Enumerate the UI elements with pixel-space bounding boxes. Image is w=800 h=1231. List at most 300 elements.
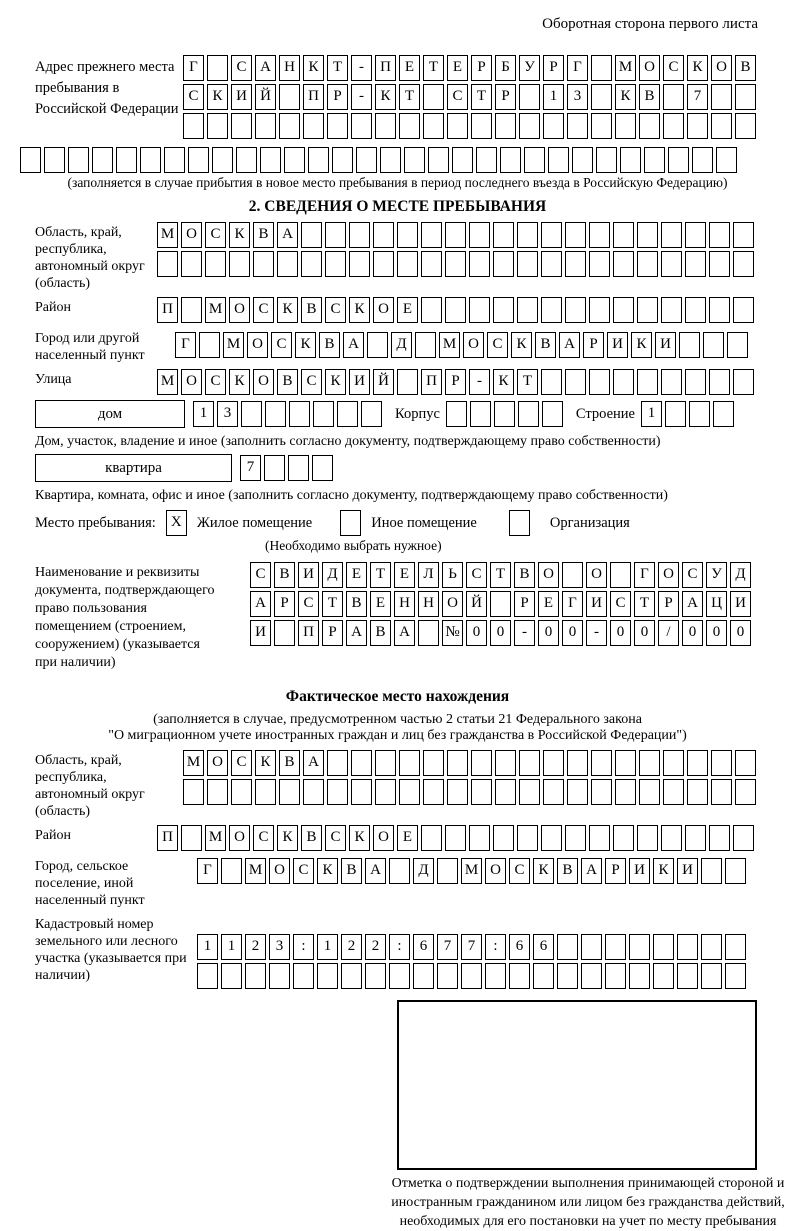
char-cell [20, 147, 41, 173]
char-cell: С [301, 369, 322, 395]
char-cell [181, 297, 202, 323]
char-cell: Р [514, 591, 535, 617]
char-cell [663, 779, 684, 805]
char-cell [711, 750, 732, 776]
char-cell [727, 332, 748, 358]
char-cell [663, 84, 684, 110]
char-cell [284, 147, 305, 173]
char-cell [231, 113, 252, 139]
char-cell: 0 [538, 620, 559, 646]
char-cell: Т [490, 562, 511, 588]
char-cell: К [229, 369, 250, 395]
field-region [35, 222, 760, 292]
char-cell: В [277, 369, 298, 395]
char-cell [567, 779, 588, 805]
char-cell: И [629, 858, 650, 884]
char-cell: М [205, 297, 226, 323]
char-cell [687, 113, 708, 139]
char-cell [341, 963, 362, 989]
char-cell: Л [418, 562, 439, 588]
char-cell: Т [322, 591, 343, 617]
char-cell: О [485, 858, 506, 884]
char-cell [325, 222, 346, 248]
actual-region-row-1 [183, 750, 759, 776]
actual-region-cell-rows [183, 750, 759, 808]
char-cell [519, 113, 540, 139]
char-cell [437, 963, 458, 989]
actual-location-note-2: "О миграционном учете иностранных граждан и лиц без гражданства в Российской Федерации") [108, 728, 687, 743]
char-cell [703, 332, 724, 358]
char-cell [565, 369, 586, 395]
char-cell [610, 562, 631, 588]
char-cell [493, 825, 514, 851]
char-cell [709, 369, 730, 395]
char-cell: Р [543, 55, 564, 81]
char-cell: Н [394, 591, 415, 617]
char-cell [735, 84, 756, 110]
char-cell: - [514, 620, 535, 646]
char-cell: 3 [217, 401, 238, 427]
char-cell [615, 113, 636, 139]
char-cell [518, 401, 539, 427]
char-cell: К [325, 369, 346, 395]
char-cell: 1 [317, 934, 338, 960]
char-cell [332, 147, 353, 173]
char-cell [637, 825, 658, 851]
char-cell [308, 147, 329, 173]
char-cell: С [447, 84, 468, 110]
char-cell [589, 369, 610, 395]
char-cell [692, 147, 713, 173]
char-cell: С [509, 858, 530, 884]
char-cell [565, 825, 586, 851]
prev-address-row-3 [183, 113, 759, 139]
char-cell: О [207, 750, 228, 776]
char-cell: В [279, 750, 300, 776]
char-cell: С [298, 591, 319, 617]
field-district [35, 297, 760, 323]
char-cell [517, 825, 538, 851]
char-cell [260, 147, 281, 173]
apartment-row [35, 454, 760, 482]
char-cell [349, 222, 370, 248]
char-cell [375, 779, 396, 805]
house-cells [193, 401, 385, 427]
char-cell: П [303, 84, 324, 110]
char-cell [543, 779, 564, 805]
char-cell [663, 750, 684, 776]
actual-district-row [157, 825, 757, 851]
char-cell [517, 222, 538, 248]
char-cell: Е [447, 55, 468, 81]
char-cell [494, 401, 515, 427]
char-cell: О [373, 825, 394, 851]
char-cell [476, 147, 497, 173]
char-cell [557, 934, 578, 960]
char-cell: К [631, 332, 652, 358]
char-cell: С [466, 562, 487, 588]
region-cell-rows [157, 222, 757, 280]
char-cell: Д [413, 858, 434, 884]
char-cell [687, 750, 708, 776]
char-cell: 0 [466, 620, 487, 646]
char-cell [375, 750, 396, 776]
prev-address-label: Адрес прежнего места пребывания в Российской Федерации [35, 59, 179, 117]
char-cell [605, 963, 626, 989]
document-cell-rows [225, 562, 754, 649]
char-cell: Й [466, 591, 487, 617]
char-cell [637, 222, 658, 248]
char-cell [351, 750, 372, 776]
char-cell: 7 [437, 934, 458, 960]
char-cell [615, 779, 636, 805]
char-cell: О [538, 562, 559, 588]
char-cell [519, 84, 540, 110]
char-cell [677, 963, 698, 989]
char-cell: О [181, 222, 202, 248]
char-cell: В [346, 591, 367, 617]
char-cell: К [229, 222, 250, 248]
char-cell [380, 147, 401, 173]
char-cell [735, 113, 756, 139]
char-cell: К [255, 750, 276, 776]
char-cell: Ь [442, 562, 463, 588]
char-cell: / [658, 620, 679, 646]
char-cell: Т [399, 84, 420, 110]
char-cell: О [639, 55, 660, 81]
char-cell [437, 858, 458, 884]
char-cell: С [487, 332, 508, 358]
char-cell: С [205, 222, 226, 248]
char-cell [637, 369, 658, 395]
char-cell [397, 251, 418, 277]
char-cell [709, 251, 730, 277]
char-cell: П [298, 620, 319, 646]
char-cell [663, 113, 684, 139]
region-label: Область, край, республика, автономный округ (область) [35, 225, 145, 291]
char-cell [421, 825, 442, 851]
char-cell: В [514, 562, 535, 588]
region-row-2 [157, 251, 757, 277]
char-cell: М [183, 750, 204, 776]
char-cell: М [245, 858, 266, 884]
char-cell [399, 779, 420, 805]
char-cell [471, 779, 492, 805]
char-cell [461, 963, 482, 989]
char-cell [445, 825, 466, 851]
char-cell [653, 934, 674, 960]
char-cell: В [274, 562, 295, 588]
char-cell [423, 113, 444, 139]
char-cell: Р [327, 84, 348, 110]
char-cell [541, 222, 562, 248]
char-cell [637, 297, 658, 323]
char-cell: С [271, 332, 292, 358]
char-cell: Н [279, 55, 300, 81]
char-cell: С [682, 562, 703, 588]
char-cell [471, 113, 492, 139]
char-cell [312, 455, 333, 481]
char-cell: В [735, 55, 756, 81]
char-cell [725, 934, 746, 960]
char-cell [613, 825, 634, 851]
char-cell: С [663, 55, 684, 81]
char-cell [685, 251, 706, 277]
char-cell: К [653, 858, 674, 884]
char-cell: Т [634, 591, 655, 617]
char-cell [197, 963, 218, 989]
char-cell [665, 401, 686, 427]
char-cell [92, 147, 113, 173]
char-cell: И [586, 591, 607, 617]
char-cell [183, 779, 204, 805]
char-cell [277, 251, 298, 277]
stamp-caption: Отметка о подтверждении выполнения принимающей стороной и иностранным гражданином или лицом без гражданства действий, необходимых для его постановки на учет по месту пребывания [391, 1176, 785, 1229]
char-cell [653, 963, 674, 989]
char-cell: С [231, 750, 252, 776]
field-street [35, 369, 760, 395]
char-cell: А [365, 858, 386, 884]
char-cell [421, 222, 442, 248]
char-cell: Д [391, 332, 412, 358]
actual-region-row-2 [183, 779, 759, 805]
char-cell [183, 113, 204, 139]
char-cell: А [303, 750, 324, 776]
char-cell: А [682, 591, 703, 617]
cadastral-label: Кадастровый номер земельного или лесного участка (указывается при наличии) [35, 917, 187, 983]
actual-location-note-1: (заполняется в случае, предусмотренном частью 2 статьи 21 Федерального закона [153, 712, 642, 727]
option-other-premises-label: Иное помещение [371, 514, 477, 531]
char-cell [519, 750, 540, 776]
char-cell: С [183, 84, 204, 110]
actual-location-title: Фактическое место нахождения [285, 688, 510, 705]
char-cell: К [349, 825, 370, 851]
char-cell [591, 84, 612, 110]
char-cell [733, 369, 754, 395]
char-cell: С [253, 297, 274, 323]
prev-address-row-2 [183, 84, 759, 110]
char-cell [542, 401, 563, 427]
char-cell [519, 779, 540, 805]
char-cell: У [519, 55, 540, 81]
char-cell: Д [322, 562, 343, 588]
char-cell [495, 750, 516, 776]
char-cell [733, 297, 754, 323]
char-cell: С [231, 55, 252, 81]
char-cell: 7 [240, 455, 261, 481]
char-cell [565, 222, 586, 248]
apartment-box: квартира [35, 454, 232, 482]
char-cell [495, 113, 516, 139]
char-cell [591, 55, 612, 81]
char-cell: : [485, 934, 506, 960]
field-prev-address [35, 55, 760, 142]
char-cell: 1 [221, 934, 242, 960]
char-cell: Е [346, 562, 367, 588]
char-cell [639, 779, 660, 805]
char-cell [447, 750, 468, 776]
char-cell [241, 401, 262, 427]
char-cell [639, 113, 660, 139]
char-cell [207, 55, 228, 81]
apartment-note: Квартира, комната, офис и иное (заполнить согласно документу, подтверждающему право собственности) [35, 488, 668, 503]
char-cell: В [319, 332, 340, 358]
char-cell [327, 750, 348, 776]
char-cell [361, 401, 382, 427]
char-cell [644, 147, 665, 173]
char-cell [207, 113, 228, 139]
street-row [157, 369, 757, 395]
char-cell [572, 147, 593, 173]
char-cell: 7 [461, 934, 482, 960]
char-cell: Р [605, 858, 626, 884]
char-cell: : [293, 934, 314, 960]
char-cell: И [298, 562, 319, 588]
char-cell [325, 251, 346, 277]
char-cell: К [511, 332, 532, 358]
field-actual-region [35, 750, 760, 820]
char-cell: Е [397, 825, 418, 851]
char-cell [725, 963, 746, 989]
char-cell: М [157, 222, 178, 248]
char-cell: А [559, 332, 580, 358]
char-cell [620, 147, 641, 173]
street-label: Улица [35, 372, 72, 387]
document-label: Наименование и реквизиты документа, подтверждающего право пользования помещением (строением, сооружением) (указывается при наличии) [35, 565, 215, 670]
char-cell [735, 750, 756, 776]
char-cell [541, 251, 562, 277]
char-cell [613, 251, 634, 277]
char-cell [365, 963, 386, 989]
char-cell: О [658, 562, 679, 588]
char-cell [255, 779, 276, 805]
char-cell [711, 84, 732, 110]
char-cell: 2 [245, 934, 266, 960]
char-cell [231, 779, 252, 805]
char-cell [255, 113, 276, 139]
char-cell [140, 147, 161, 173]
char-cell: С [325, 825, 346, 851]
char-cell: С [205, 369, 226, 395]
char-cell [301, 251, 322, 277]
char-cell: И [730, 591, 751, 617]
char-cell: 0 [682, 620, 703, 646]
city-row [175, 332, 751, 358]
field-actual-district [35, 825, 760, 851]
char-cell [337, 401, 358, 427]
char-cell [205, 251, 226, 277]
char-cell [661, 222, 682, 248]
char-cell: К [687, 55, 708, 81]
char-cell [327, 779, 348, 805]
char-cell [725, 858, 746, 884]
char-cell [735, 779, 756, 805]
document-row-2 [250, 591, 754, 617]
char-cell: 3 [269, 934, 290, 960]
char-cell: 1 [543, 84, 564, 110]
char-cell: О [229, 825, 250, 851]
char-cell: М [461, 858, 482, 884]
char-cell [661, 369, 682, 395]
char-cell: : [389, 934, 410, 960]
region-row-1 [157, 222, 757, 248]
char-cell [517, 297, 538, 323]
char-cell [613, 297, 634, 323]
stroenie-label: Строение [575, 405, 635, 422]
char-cell [485, 963, 506, 989]
char-cell [500, 147, 521, 173]
char-cell: А [277, 222, 298, 248]
char-cell: О [373, 297, 394, 323]
char-cell [589, 297, 610, 323]
char-cell [469, 825, 490, 851]
char-cell: Й [373, 369, 394, 395]
char-cell [288, 455, 309, 481]
char-cell [447, 113, 468, 139]
char-cell [685, 369, 706, 395]
stroenie-cells [641, 401, 737, 427]
char-cell: А [346, 620, 367, 646]
char-cell: 7 [687, 84, 708, 110]
char-cell [605, 934, 626, 960]
char-cell [668, 147, 689, 173]
char-cell [375, 113, 396, 139]
char-cell [415, 332, 436, 358]
char-cell: К [207, 84, 228, 110]
char-cell: К [375, 84, 396, 110]
district-label: Район [35, 300, 71, 315]
char-cell: К [277, 297, 298, 323]
char-cell [68, 147, 89, 173]
char-cell: А [343, 332, 364, 358]
char-cell: О [269, 858, 290, 884]
char-cell [116, 147, 137, 173]
char-cell [709, 297, 730, 323]
char-cell [543, 750, 564, 776]
char-cell [236, 147, 257, 173]
document-row-3 [250, 620, 754, 646]
char-cell: Р [658, 591, 679, 617]
char-cell [639, 750, 660, 776]
char-cell: 3 [567, 84, 588, 110]
char-cell: Е [397, 297, 418, 323]
korpus-cells [446, 401, 566, 427]
char-cell: О [711, 55, 732, 81]
char-cell [493, 222, 514, 248]
char-cell [327, 113, 348, 139]
char-cell [303, 779, 324, 805]
char-cell [629, 963, 650, 989]
char-cell: С [293, 858, 314, 884]
char-cell [399, 113, 420, 139]
char-cell [303, 113, 324, 139]
char-cell [711, 113, 732, 139]
char-cell [221, 858, 242, 884]
char-cell [493, 251, 514, 277]
char-cell [589, 825, 610, 851]
char-cell: Р [322, 620, 343, 646]
char-cell: Д [730, 562, 751, 588]
char-cell: - [351, 84, 372, 110]
char-cell [541, 297, 562, 323]
field-actual-city [35, 856, 760, 909]
char-cell: В [253, 222, 274, 248]
char-cell [423, 84, 444, 110]
char-cell [157, 251, 178, 277]
char-cell: 0 [706, 620, 727, 646]
prev-address-cell-rows [183, 55, 759, 142]
char-cell [188, 147, 209, 173]
